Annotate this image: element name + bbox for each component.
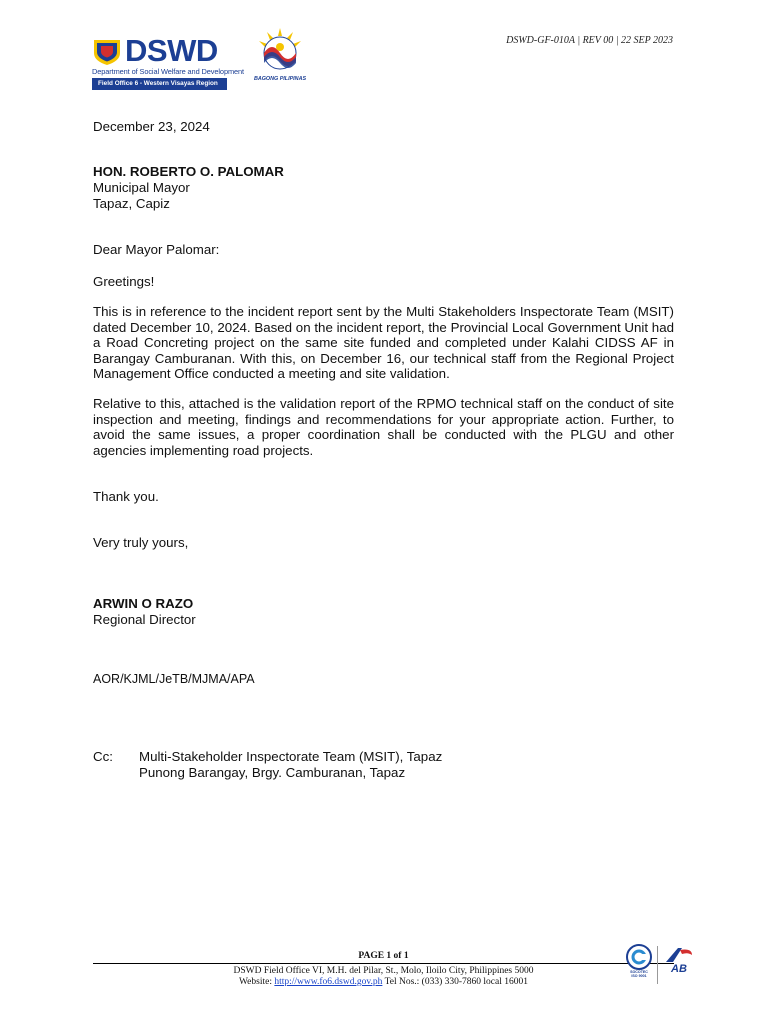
field-office-bar: Field Office 6 - Western Visayas Region [92,78,227,90]
footer-contact [93,977,674,988]
signatory-name: ARWIN O RAZO [93,596,194,611]
page-number: PAGE 1 of 1 [358,951,409,961]
dswd-subtitle: Department of Social Welfare and Development [92,67,244,76]
dswd-logo [92,33,244,92]
body-paragraph-1: This is in reference to the incident report sent by the Multi Stakeholders Inspectorate Team (MSIT) dated December 10, 2024. Based on the incident report, the Provincial Local Government Unit had a Road Concreting project on the same site funded and completed under Kalahi CIDSS AF in Barangay Camburanan. With this, on December 16, our technical staff from the Regional Project Management Office conducted a meeting and site validation. [93,304,674,381]
salutation: Dear Mayor Palomar: [93,242,220,257]
closing-line: Very truly yours, [93,535,189,550]
bagong-pilipinas-logo [252,27,308,82]
socotec-label: SOCOTEC [630,970,648,974]
thanks-line: Thank you. [93,489,159,504]
greeting: Greetings! [93,274,155,289]
reference-initials: AOR/KJML/JeTB/MJMA/APA [93,672,255,686]
footer-divider [93,963,674,964]
document-reference: DSWD-GF-010A | REV 00 | 22 SEP 2023 [506,35,673,46]
recipient-name: HON. ROBERTO O. PALOMAR [93,164,284,179]
website-label: Website: [238,977,272,987]
cert-divider [657,946,658,984]
dswd-wordmark: DSWD [125,33,218,68]
telephone-info: Tel Nos.: (033) 330-7860 local 16001 [384,977,529,987]
cc-list [139,749,442,780]
website-link[interactable]: http://www.fo6.dswd.gov.ph [274,977,383,987]
recipient-location: Tapaz, Capiz [93,196,170,211]
certification-logos [622,944,696,986]
dswd-emblem-icon [92,36,122,66]
cc-item: Multi-Stakeholder Inspectorate Team (MSIT), Tapaz [139,749,443,764]
cc-item: Punong Barangay, Brgy. Camburanan, Tapaz [139,764,406,780]
ab-badge [662,944,696,986]
letter-date: December 23, 2024 [93,119,210,134]
socotec-icon [626,944,652,970]
cc-label: Cc: [93,749,113,764]
body-paragraph-2: Relative to this, attached is the validation report of the RPMO technical staff on the conduct of site inspection and meeting, findings and recommendations for your appropriate action. Further, to avoid the same issues, a proper coordination shall be conducted with the PLGU and other agencies implementing road projects. [93,396,674,458]
bagong-pilipinas-label: BAGONG PILIPINAS [253,76,307,82]
socotec-badge [622,944,656,986]
signatory-title: Regional Director [93,612,196,627]
footer-address: DSWD Field Office VI, M.H. del Pilar, St., Molo, Iloilo City, Philippines 5000 [233,966,534,976]
ab-accreditation-icon [664,946,694,964]
socotec-sub: ISO 9001 [631,974,647,978]
recipient-title: Municipal Mayor [93,180,190,195]
bagong-pilipinas-icon [255,27,305,73]
ab-label: AB [671,963,687,975]
